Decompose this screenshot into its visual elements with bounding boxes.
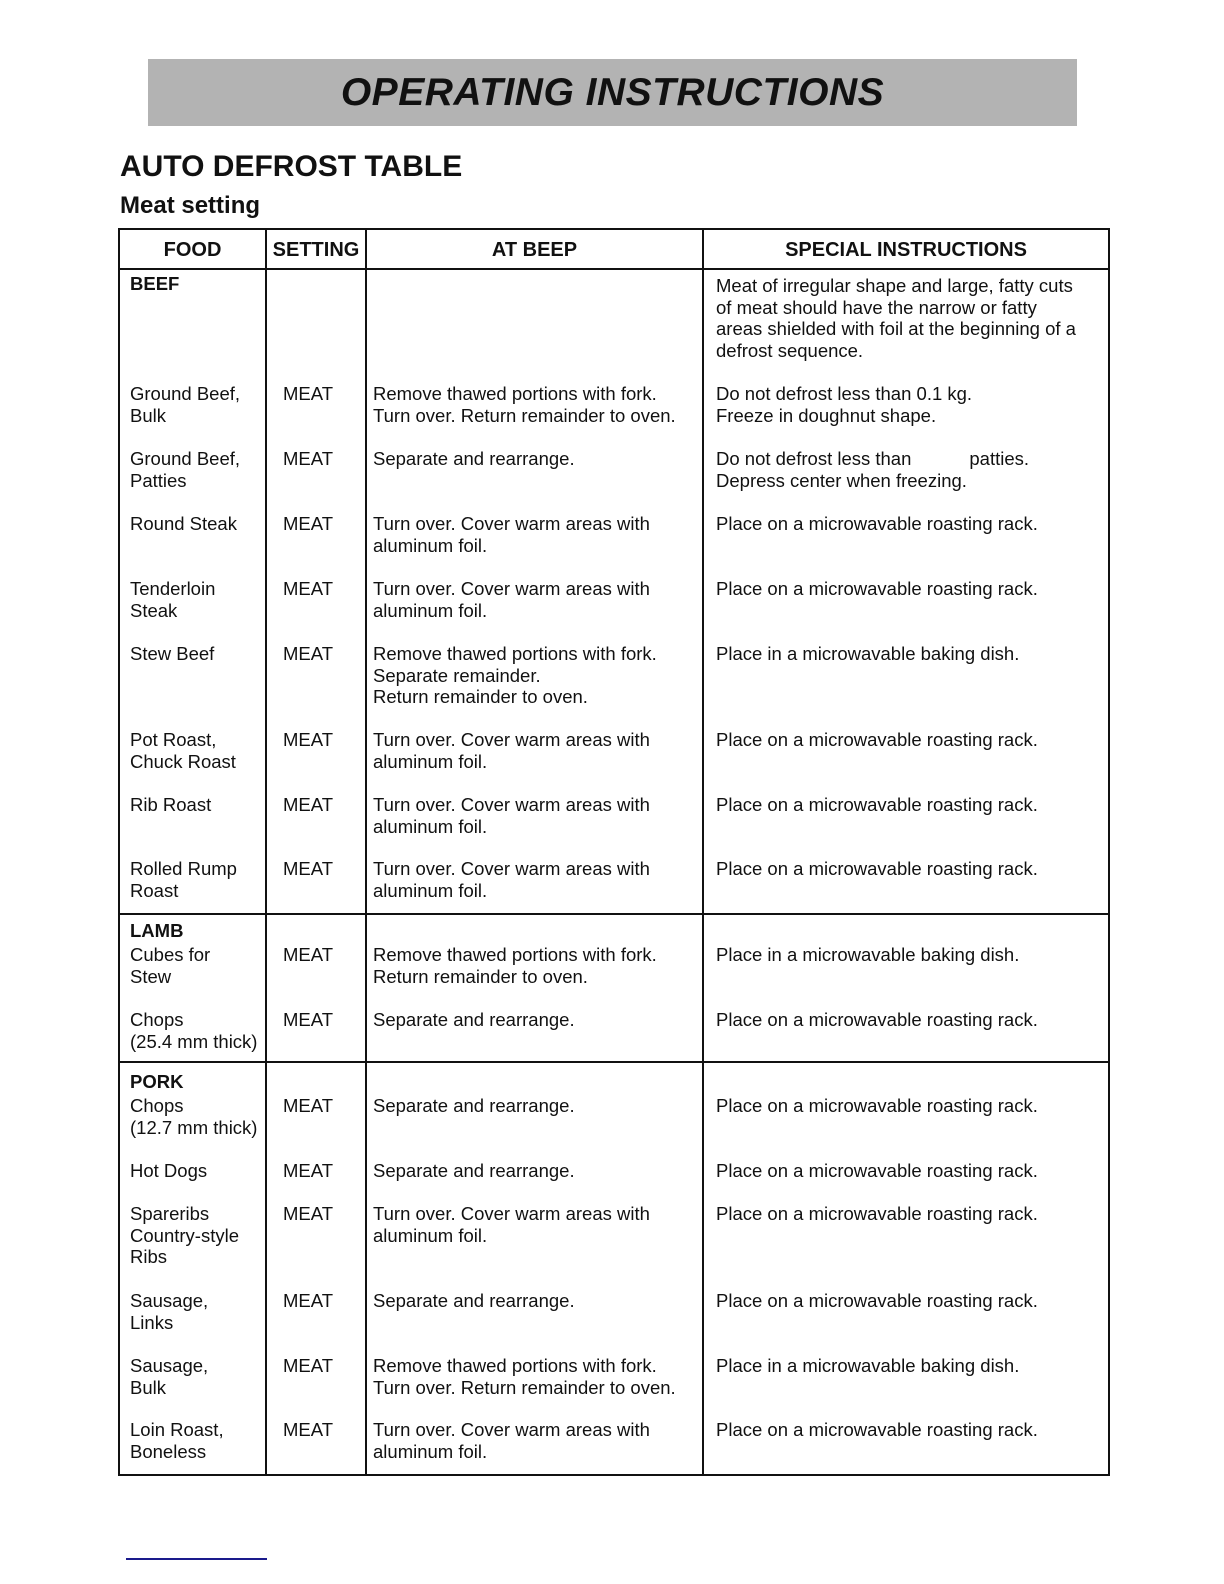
at-beep-instruction: Turn over. Cover warm areas with aluminum foil. <box>373 1203 650 1246</box>
food-name: Sausage, Links <box>130 1290 209 1333</box>
at-beep-instruction: Turn over. Cover warm areas with aluminum foil. <box>373 858 650 901</box>
special-instruction: Place in a microwavable baking dish. <box>716 944 1020 965</box>
at-beep-instruction: Separate and rearrange. <box>373 1160 575 1181</box>
header-setting: SETTING <box>272 238 360 261</box>
food-name: Ground Beef, Patties <box>130 448 241 491</box>
food-name: Rib Roast <box>130 794 212 815</box>
special-instruction: Place on a microwavable roasting rack. <box>716 1203 1038 1224</box>
setting-value: MEAT <box>283 1095 334 1116</box>
setting-value: MEAT <box>283 944 334 965</box>
special-text: Depress center when freezing. <box>716 469 967 491</box>
special-text: Do not defrost less than <box>716 448 912 469</box>
food-name: Spareribs Country-style Ribs <box>130 1203 239 1268</box>
at-beep-instruction: Remove thawed portions with fork. Turn over. Return remainder to oven. <box>373 1355 676 1398</box>
special-instruction: Place on a microwavable roasting rack. <box>716 578 1038 599</box>
at-beep-instruction: Remove thawed portions with fork. Turn over. Return remainder to oven. <box>373 383 676 426</box>
category-label: LAMB <box>130 920 184 941</box>
special-instruction: Place on a microwavable roasting rack. <box>716 1419 1038 1440</box>
special-instruction: Do not defrost less than 0.1 kg. Freeze in doughnut shape. <box>716 383 973 426</box>
food-name: Stew Beef <box>130 643 215 664</box>
special-instruction <box>716 448 1029 491</box>
setting-value: MEAT <box>283 578 334 599</box>
at-beep-instruction: Turn over. Cover warm areas with aluminum foil. <box>373 729 650 772</box>
column-divider <box>265 230 267 1474</box>
food-name: Ground Beef, Bulk <box>130 383 241 426</box>
special-instruction: Place in a microwavable baking dish. <box>716 643 1020 664</box>
food-name: Rolled Rump Roast <box>130 858 237 901</box>
header-food: FOOD <box>163 238 222 261</box>
food-name: Round Steak <box>130 513 237 534</box>
food-name: Chops (12.7 mm thick) <box>130 1095 258 1138</box>
food-name: Hot Dogs <box>130 1160 208 1181</box>
setting-value: MEAT <box>283 1160 334 1181</box>
food-name: Tenderloin Steak <box>130 578 216 621</box>
setting-value: MEAT <box>283 1009 334 1030</box>
food-name: Pot Roast, Chuck Roast <box>130 729 236 772</box>
header-special-instructions: SPECIAL INSTRUCTIONS <box>785 238 1027 261</box>
footer-line <box>126 1558 267 1560</box>
special-instruction: Place on a microwavable roasting rack. <box>716 729 1038 750</box>
banner-title: OPERATING INSTRUCTIONS <box>340 70 885 114</box>
setting-value: MEAT <box>283 729 334 750</box>
header-banner <box>148 59 1077 126</box>
food-name: Loin Roast, Boneless <box>130 1419 224 1462</box>
page-title: AUTO DEFROST TABLE <box>120 150 463 183</box>
column-divider <box>702 230 704 1474</box>
at-beep-instruction: Separate and rearrange. <box>373 1009 575 1030</box>
special-instruction: Place on a microwavable roasting rack. <box>716 1160 1038 1181</box>
category-label: PORK <box>130 1071 184 1092</box>
special-instruction: Place on a microwavable roasting rack. <box>716 513 1038 534</box>
special-instruction: Place on a microwavable roasting rack. <box>716 858 1038 879</box>
setting-value: MEAT <box>283 1290 334 1311</box>
section-divider <box>120 913 1108 915</box>
category-label: BEEF <box>130 273 180 294</box>
special-instruction: Place on a microwavable roasting rack. <box>716 1009 1038 1030</box>
at-beep-instruction: Separate and rearrange. <box>373 448 575 469</box>
food-name: Chops (25.4 mm thick) <box>130 1009 258 1052</box>
setting-value: MEAT <box>283 1203 334 1224</box>
food-name: Sausage, Bulk <box>130 1355 209 1398</box>
food-name: Cubes for Stew <box>130 944 211 987</box>
setting-value: MEAT <box>283 794 334 815</box>
section-divider <box>120 1061 1108 1063</box>
special-instruction: Place on a microwavable roasting rack. <box>716 1095 1038 1116</box>
setting-value: MEAT <box>283 643 334 664</box>
special-instruction: Place on a microwavable roasting rack. <box>716 794 1038 815</box>
setting-value: MEAT <box>283 513 334 534</box>
special-instruction: Place on a microwavable roasting rack. <box>716 1290 1038 1311</box>
at-beep-instruction: Turn over. Cover warm areas with aluminum foil. <box>373 794 650 837</box>
special-text: patties. <box>969 448 1030 469</box>
setting-value: MEAT <box>283 858 334 879</box>
at-beep-instruction: Remove thawed portions with fork. Separate remainder. Return remainder to oven. <box>373 643 657 708</box>
at-beep-instruction: Remove thawed portions with fork. Return remainder to oven. <box>373 944 657 987</box>
special-instruction: Place in a microwavable baking dish. <box>716 1355 1020 1376</box>
at-beep-instruction: Separate and rearrange. <box>373 1290 575 1311</box>
at-beep-instruction: Turn over. Cover warm areas with aluminum foil. <box>373 513 650 556</box>
at-beep-instruction: Separate and rearrange. <box>373 1095 575 1116</box>
setting-value: MEAT <box>283 1419 334 1440</box>
column-divider <box>365 230 367 1474</box>
header-at-beep: AT BEEP <box>491 238 578 261</box>
at-beep-instruction: Turn over. Cover warm areas with aluminum foil. <box>373 578 650 621</box>
at-beep-instruction: Turn over. Cover warm areas with aluminum foil. <box>373 1419 650 1462</box>
setting-value: MEAT <box>283 1355 334 1376</box>
category-note: Meat of irregular shape and large, fatty cuts of meat should have the narrow or fatty areas shielded with foil at the beginning of a defrost sequence. <box>716 275 1076 361</box>
setting-value: MEAT <box>283 383 334 404</box>
section-subtitle: Meat setting <box>120 192 261 219</box>
defrost-table <box>118 228 1110 1476</box>
setting-value: MEAT <box>283 448 334 469</box>
